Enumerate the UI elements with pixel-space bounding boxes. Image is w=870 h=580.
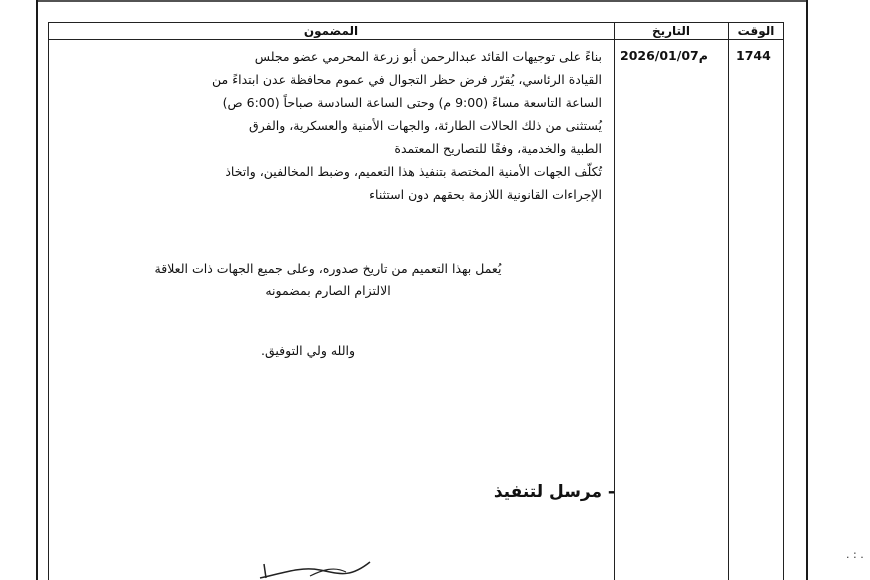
column-divider-date-time <box>728 22 729 580</box>
time-value: 1744 <box>736 48 771 63</box>
body-line: الطبية والخدمية، وفقًا للتصاريح المعتمدة <box>394 141 602 156</box>
effect-line: يُعمل بهذا التعميم من تاريخ صدوره، وعلى جميع الجهات ذات العلاقة <box>154 261 502 276</box>
closing-line: والله ولي التوفيق. <box>260 343 356 358</box>
body-line: القيادة الرئاسي، يُقرّر فرض حظر التجوال في عموم محافظة عدن ابتداءً من <box>212 72 602 87</box>
margin-marks: . : . <box>846 548 864 561</box>
body-line: بناءً على توجيهات القائد عبدالرحمن أبو زرعة المحرمي عضو مجلس <box>254 49 602 64</box>
header-time: الوقت <box>737 24 775 38</box>
body-line: الإجراءات القانونية اللازمة بحقهم دون استثناء <box>369 187 602 202</box>
body-line: يُستثنى من ذلك الحالات الطارئة، والجهات الأمنية والعسكرية، والفرق <box>249 118 602 133</box>
header-content: المضمون <box>303 24 359 38</box>
date-value: 2026/01/07م <box>620 48 708 63</box>
body-line: الساعة التاسعة مساءً (9:00 م) وحتى الساعة السادسة صباحاً (6:00 ص) <box>222 95 602 110</box>
effect-paragraph <box>48 258 608 302</box>
table-right-border <box>783 22 784 580</box>
memo-table <box>48 22 784 580</box>
body-line: تُكلّف الجهات الأمنية المختصة بتنفيذ هذا التعميم، وضبط المخالفين، واتخاذ <box>225 164 602 179</box>
signature-scribble <box>250 556 380 580</box>
effect-line: الالتزام الصارم بمضمونه <box>265 283 391 298</box>
header-date: التاريخ <box>651 24 691 38</box>
decree-body <box>54 45 602 206</box>
sent-for-execution: - مرسل لتنفيذ <box>493 482 615 502</box>
